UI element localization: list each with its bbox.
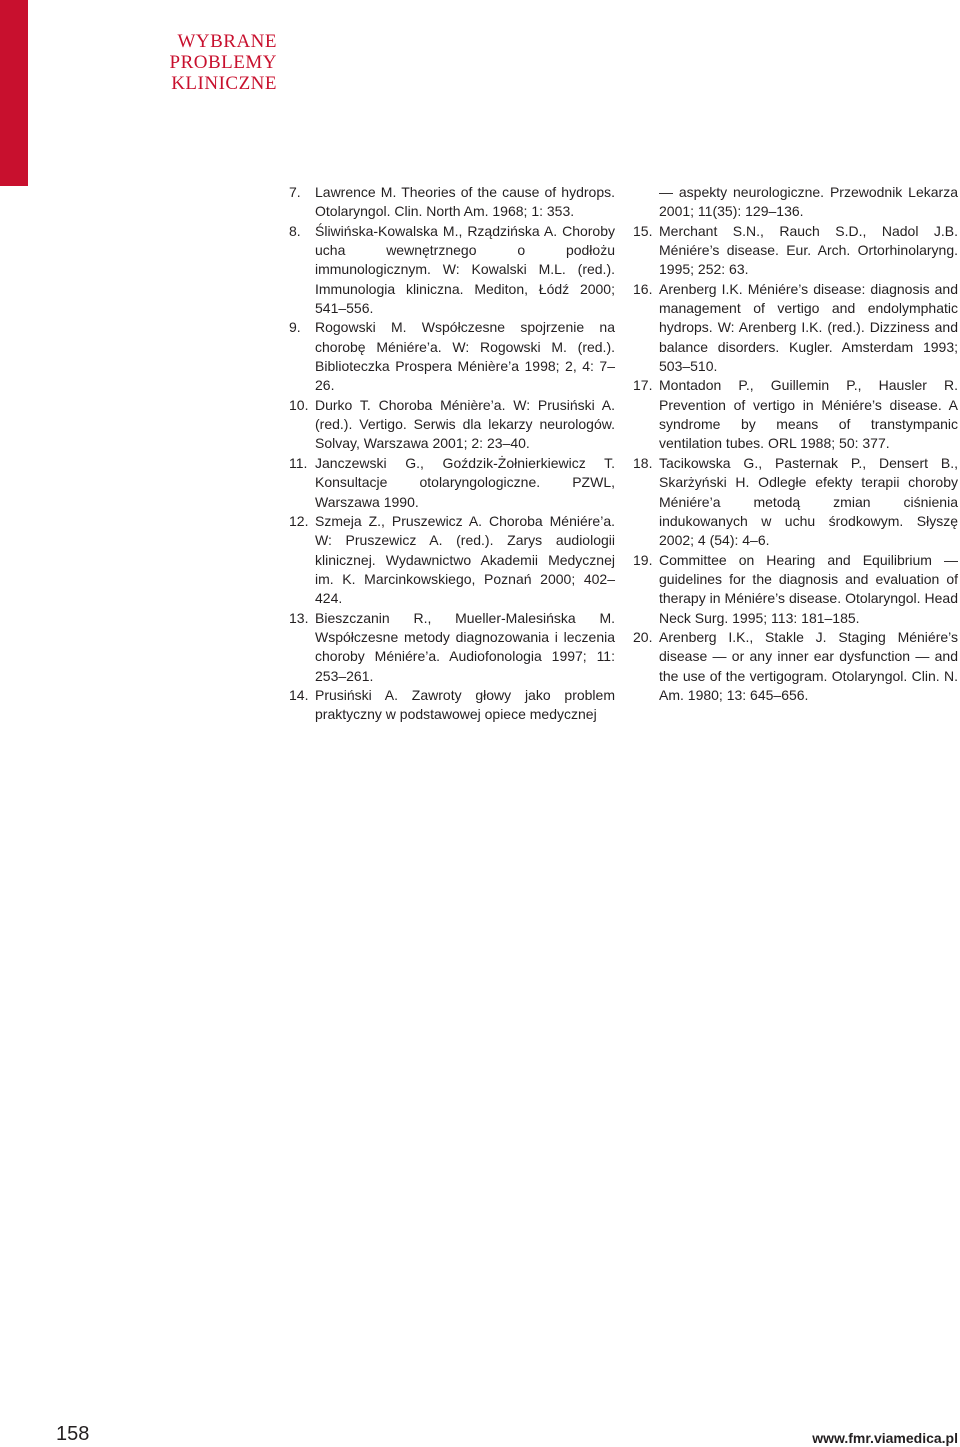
reference-text: Śliwińska-Kowalska M., Rządzińska A. Choroby ucha wewnętrznego o podłożu immunologicznym. W: Kowalski M.L. (red.). Immunologia kliniczna. Mediton, Łódź 2000; 541–556. bbox=[315, 222, 615, 317]
reference-text: Committee on Hearing and Equilibrium — guidelines for the diagnosis and evaluation of therapy in Méniére’s disease. Otolaryngol. Head Neck Surg. 1995; 113: 181–185. bbox=[659, 551, 958, 626]
section-title-line-1: WYBRANE bbox=[177, 31, 277, 52]
red-accent-bar bbox=[0, 0, 28, 186]
reference-number: 13. bbox=[289, 609, 309, 626]
reference-item bbox=[289, 222, 615, 319]
reference-number: 16. bbox=[633, 280, 653, 297]
reference-item bbox=[633, 280, 958, 377]
reference-item bbox=[289, 454, 615, 512]
reference-text: Szmeja Z., Pruszewicz A. Choroba Méniére’a. W: Pruszewicz A. (red.). Zarys audiologii klinicznej. Wydawnictwo Akademii Medycznej im. K. Marcinkowskiego, Poznań 2000; 402–424. bbox=[315, 512, 615, 607]
reference-item bbox=[633, 628, 958, 705]
reference-text: Arenberg I.K. Méniére’s disease: diagnosis and management of vertigo and endolymphatic hydrops. W: Arenberg I.K. (red.). Dizziness and balance disorders. Kugler. Amsterdam 1993; 503–510. bbox=[659, 280, 958, 375]
reference-number: 12. bbox=[289, 512, 309, 529]
reference-item bbox=[633, 551, 958, 628]
reference-number: 7. bbox=[289, 184, 301, 200]
reference-number: 17. bbox=[633, 377, 653, 394]
reference-text: Prusiński A. Zawroty głowy jako problem praktyczny w podstawowej opiece medycznej bbox=[315, 686, 615, 723]
section-title bbox=[170, 31, 277, 94]
reference-item bbox=[633, 454, 958, 551]
reference-number: 9. bbox=[289, 319, 301, 336]
reference-number: 10. bbox=[289, 396, 309, 413]
references-left-column bbox=[289, 183, 615, 725]
reference-number: 15. bbox=[633, 222, 653, 239]
reference-item bbox=[289, 396, 615, 454]
reference-item bbox=[289, 512, 615, 609]
references-right-column bbox=[633, 183, 958, 705]
reference-item bbox=[289, 318, 615, 395]
reference-item bbox=[289, 183, 615, 222]
reference-item bbox=[633, 222, 958, 280]
reference-continuation: — aspekty neurologiczne. Przewodnik Lekarza 2001; 11(35): 129–136. bbox=[659, 184, 958, 220]
reference-item bbox=[633, 376, 958, 453]
reference-text: Rogowski M. Współczesne spojrzenie na chorobę Méniére’a. W: Rogowski M. (red.). Biblioteczka Prospera Ménière’a 1998; 2, 4: 7–26. bbox=[315, 319, 615, 394]
reference-number: 11. bbox=[289, 454, 308, 471]
reference-number: 18. bbox=[633, 454, 653, 471]
reference-number: 20. bbox=[633, 628, 653, 645]
reference-number: 19. bbox=[633, 551, 653, 568]
reference-text: Janczewski G., Goździk-Żołnierkiewicz T. Konsultacje otolaryngologiczne. PZWL, Warszawa 1990. bbox=[315, 454, 615, 510]
reference-number: 8. bbox=[289, 222, 301, 239]
reference-text: Montadon P., Guillemin P., Hausler R. Prevention of vertigo in Méniére’s disease. A syndrome by means of transtympanic ventilation tubes. ORL 1988; 50: 377. bbox=[659, 377, 958, 452]
page-number: 158 bbox=[56, 1423, 90, 1445]
reference-text: Arenberg I.K., Stakle J. Staging Méniére’s disease — or any inner ear dysfunction — and the use of the vertigogram. Otolaryngol. Clin. N. Am. 1980; 13: 645–656. bbox=[659, 628, 958, 703]
reference-number: 14. bbox=[289, 686, 309, 703]
reference-item bbox=[289, 686, 615, 725]
section-title-line-2: PROBLEMY bbox=[169, 52, 277, 73]
section-title-line-3: KLINICZNE bbox=[171, 73, 277, 94]
reference-item bbox=[289, 609, 615, 686]
reference-text: Merchant S.N., Rauch S.D., Nadol J.B. Méniére’s disease. Eur. Arch. Ortorhinolaryng. 1995; 252: 63. bbox=[659, 222, 958, 278]
reference-text: Bieszczanin R., Mueller-Malesińska M. Współczesne metody diagnozowania i leczenia choroby Méniére’a. Audiofonologia 1997; 11: 253–261. bbox=[315, 609, 615, 684]
footer-url[interactable]: www.fmr.viamedica.pl bbox=[812, 1430, 958, 1446]
reference-text: Lawrence M. Theories of the cause of hydrops. Otolaryngol. Clin. North Am. 1968; 1: 353. bbox=[315, 184, 615, 220]
reference-text: Durko T. Choroba Ménière’a. W: Prusiński A. (red.). Vertigo. Serwis dla lekarzy neurologów. Solvay, Warszawa 2001; 2: 23–40. bbox=[315, 396, 615, 452]
reference-text: Tacikowska G., Pasternak P., Densert B., Skarżyński H. Odległe efekty terapii choroby Méniére’a metodą zmian ciśnienia indukowanych w uchu środkowym. Słyszę 2002; 4 (54): 4–6. bbox=[659, 454, 958, 549]
